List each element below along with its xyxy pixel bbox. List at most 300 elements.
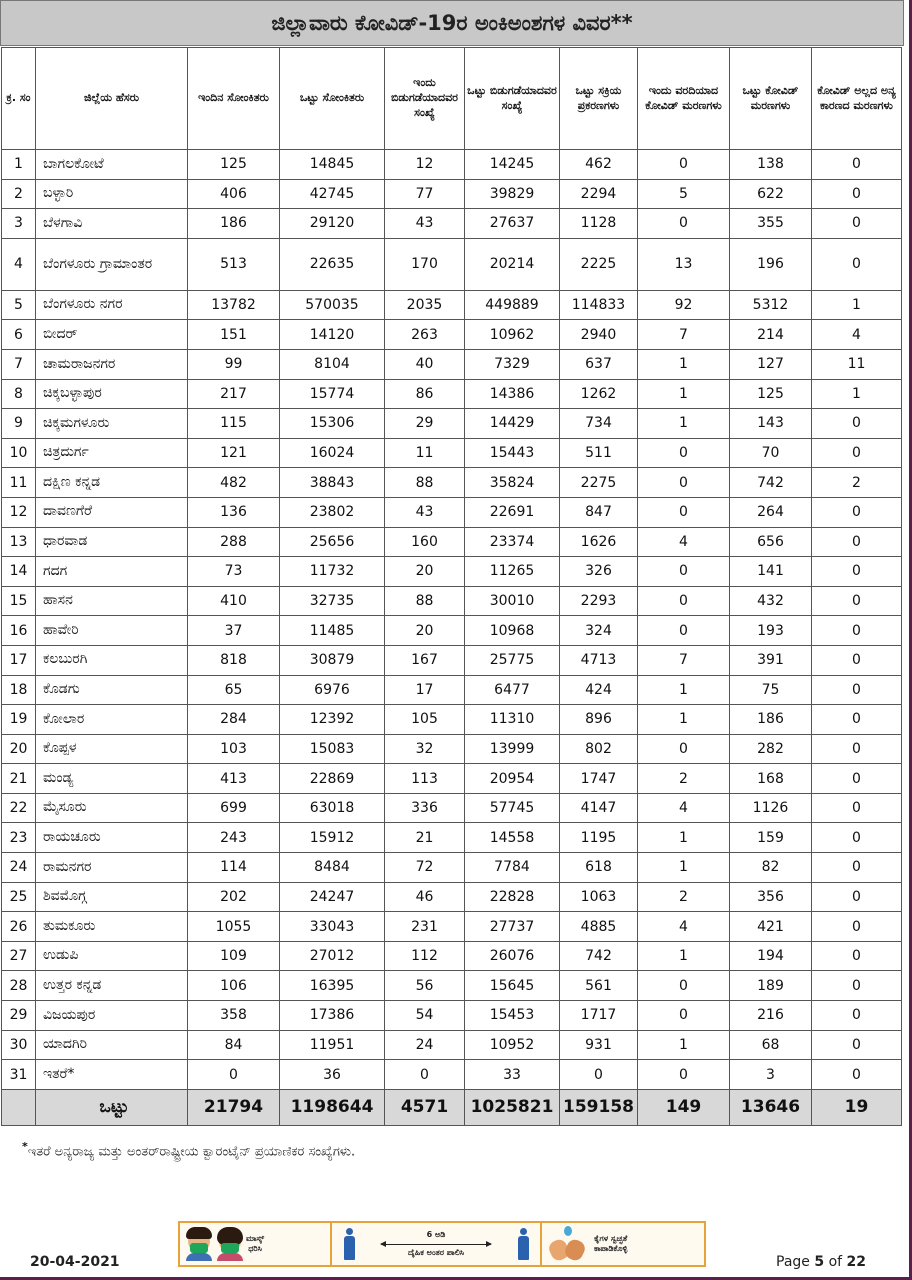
value-cell: 13 — [638, 238, 730, 290]
value-cell: 16395 — [280, 971, 385, 1001]
value-cell: 33 — [465, 1060, 560, 1090]
value-cell: 0 — [188, 1060, 280, 1090]
value-cell: 8104 — [280, 349, 385, 379]
serial-cell: 30 — [2, 1030, 36, 1060]
value-cell: 1 — [638, 941, 730, 971]
value-cell: 0 — [812, 705, 902, 735]
value-cell: 15912 — [280, 823, 385, 853]
table-row — [2, 438, 902, 468]
value-cell: 65 — [188, 675, 280, 705]
value-cell: 3 — [730, 1060, 812, 1090]
serial-cell: 4 — [2, 238, 36, 290]
table-row — [2, 793, 902, 823]
value-cell: 1195 — [560, 823, 638, 853]
value-cell: 170 — [385, 238, 465, 290]
footnote-mark: * — [22, 1140, 28, 1153]
serial-cell: 19 — [2, 705, 36, 735]
value-cell: 22691 — [465, 497, 560, 527]
value-cell: 0 — [638, 971, 730, 1001]
value-cell: 196 — [730, 238, 812, 290]
serial-cell: 24 — [2, 853, 36, 883]
value-cell: 0 — [638, 734, 730, 764]
value-cell: 0 — [638, 209, 730, 239]
value-cell: 1 — [638, 853, 730, 883]
table-row — [2, 734, 902, 764]
value-cell: 0 — [812, 179, 902, 209]
header-cell: ಜಿಲ್ಲೆಯ ಹೆಸರು — [36, 48, 188, 150]
value-cell: 1055 — [188, 912, 280, 942]
value-cell: 36 — [280, 1060, 385, 1090]
district-name-cell: ಮಂಡ್ಯ — [36, 764, 188, 794]
table-row — [2, 468, 902, 498]
value-cell: 1 — [812, 379, 902, 409]
person-left-icon — [342, 1228, 356, 1260]
value-cell: 336 — [385, 793, 465, 823]
masked-man-icon — [184, 1227, 212, 1261]
value-cell: 43 — [385, 209, 465, 239]
value-cell: 27737 — [465, 912, 560, 942]
district-name-cell: ರಾಯಚೂರು — [36, 823, 188, 853]
value-cell: 14245 — [465, 150, 560, 180]
district-name-cell: ಕೋಲಾರ — [36, 705, 188, 735]
value-cell: 186 — [730, 705, 812, 735]
value-cell: 462 — [560, 150, 638, 180]
table-row — [2, 290, 902, 320]
value-cell: 30879 — [280, 645, 385, 675]
value-cell: 27637 — [465, 209, 560, 239]
serial-cell: 11 — [2, 468, 36, 498]
value-cell: 0 — [812, 616, 902, 646]
value-cell: 4147 — [560, 793, 638, 823]
value-cell: 4 — [812, 320, 902, 350]
district-name-cell: ಚಿಕ್ಕಮಗಳೂರು — [36, 409, 188, 439]
value-cell: 282 — [730, 734, 812, 764]
value-cell: 127 — [730, 349, 812, 379]
report-date: 20-04-2021 — [30, 1254, 120, 1270]
value-cell: 112 — [385, 941, 465, 971]
total-row — [2, 1089, 902, 1125]
value-cell: 0 — [812, 438, 902, 468]
value-cell: 29120 — [280, 209, 385, 239]
table-row — [2, 497, 902, 527]
serial-cell: 1 — [2, 150, 36, 180]
value-cell: 125 — [730, 379, 812, 409]
page-title: ಜಿಲ್ಲಾವಾರು ಕೋವಿಡ್-19ರ ಅಂಕಿಅಂಶಗಳ ವಿವರ** — [0, 0, 904, 46]
serial-cell: 16 — [2, 616, 36, 646]
value-cell: 40 — [385, 349, 465, 379]
value-cell: 217 — [188, 379, 280, 409]
value-cell: 22828 — [465, 882, 560, 912]
value-cell: 21 — [385, 823, 465, 853]
value-cell: 0 — [812, 971, 902, 1001]
person-right-icon — [516, 1228, 530, 1260]
value-cell: 0 — [812, 1030, 902, 1060]
value-cell: 656 — [730, 527, 812, 557]
value-cell: 618 — [560, 853, 638, 883]
value-cell: 38843 — [280, 468, 385, 498]
value-cell: 0 — [812, 941, 902, 971]
value-cell: 37 — [188, 616, 280, 646]
value-cell: 406 — [188, 179, 280, 209]
value-cell: 15443 — [465, 438, 560, 468]
value-cell: 14558 — [465, 823, 560, 853]
district-name-cell: ವಿಜಯಪುರ — [36, 1001, 188, 1031]
hand-hygiene-segment — [542, 1223, 704, 1265]
serial-cell: 3 — [2, 209, 36, 239]
value-cell: 2293 — [560, 586, 638, 616]
value-cell: 1128 — [560, 209, 638, 239]
header-cell: ಒಟ್ಟು ಕೋವಿಡ್ ಮರಣಗಳು — [730, 48, 812, 150]
table-row — [2, 823, 902, 853]
total-cell: 159158 — [560, 1089, 638, 1125]
value-cell: 22869 — [280, 764, 385, 794]
value-cell: 0 — [638, 468, 730, 498]
district-name-cell: ಬಳ್ಳಾರಿ — [36, 179, 188, 209]
table-row — [2, 557, 902, 587]
value-cell: 570035 — [280, 290, 385, 320]
value-cell: 11732 — [280, 557, 385, 587]
value-cell: 7 — [638, 320, 730, 350]
value-cell: 0 — [812, 675, 902, 705]
value-cell: 2035 — [385, 290, 465, 320]
table-row — [2, 379, 902, 409]
value-cell: 421 — [730, 912, 812, 942]
table-row — [2, 705, 902, 735]
mask-segment — [180, 1223, 332, 1265]
value-cell: 1063 — [560, 882, 638, 912]
table-row — [2, 179, 902, 209]
value-cell: 186 — [188, 209, 280, 239]
table-row — [2, 941, 902, 971]
table-body — [2, 150, 902, 1126]
district-name-cell: ತುಮಕೂರು — [36, 912, 188, 942]
value-cell: 23374 — [465, 527, 560, 557]
value-cell: 0 — [812, 882, 902, 912]
serial-cell: 9 — [2, 409, 36, 439]
header-cell: ಒಟ್ಟು ಬಿಡುಗಡೆಯಾದವರ ಸಂಖ್ಯೆ — [465, 48, 560, 150]
total-cell: 1198644 — [280, 1089, 385, 1125]
value-cell: 1717 — [560, 1001, 638, 1031]
table-row — [2, 882, 902, 912]
total-cell: 19 — [812, 1089, 902, 1125]
value-cell: 6976 — [280, 675, 385, 705]
value-cell: 88 — [385, 468, 465, 498]
value-cell: 14845 — [280, 150, 385, 180]
value-cell: 82 — [730, 853, 812, 883]
page-number: Page 5 of 22 — [776, 1254, 866, 1270]
header-cell: ಒಟ್ಟು ಸಕ್ರಿಯ ಪ್ರಕರಣಗಳು — [560, 48, 638, 150]
value-cell: 1626 — [560, 527, 638, 557]
value-cell: 12392 — [280, 705, 385, 735]
table-row — [2, 616, 902, 646]
value-cell: 1 — [638, 379, 730, 409]
value-cell: 43 — [385, 497, 465, 527]
value-cell: 2294 — [560, 179, 638, 209]
table-row — [2, 349, 902, 379]
value-cell: 1747 — [560, 764, 638, 794]
serial-cell: 14 — [2, 557, 36, 587]
value-cell: 22635 — [280, 238, 385, 290]
value-cell: 54 — [385, 1001, 465, 1031]
value-cell: 14120 — [280, 320, 385, 350]
header-cell: ಕ್ರ. ಸಂ — [2, 48, 36, 150]
table-row — [2, 150, 902, 180]
table-row — [2, 209, 902, 239]
value-cell: 847 — [560, 497, 638, 527]
district-name-cell: ಧಾರವಾಡ — [36, 527, 188, 557]
value-cell: 136 — [188, 497, 280, 527]
value-cell: 0 — [812, 764, 902, 794]
district-name-cell: ಕೊಡಗು — [36, 675, 188, 705]
district-name-cell: ಕಲಬುರಗಿ — [36, 645, 188, 675]
value-cell: 2225 — [560, 238, 638, 290]
value-cell: 513 — [188, 238, 280, 290]
value-cell: 4 — [638, 912, 730, 942]
value-cell: 1 — [638, 823, 730, 853]
table-row — [2, 853, 902, 883]
district-name-cell: ಬೀದರ್ — [36, 320, 188, 350]
value-cell: 742 — [730, 468, 812, 498]
table-row — [2, 645, 902, 675]
value-cell: 121 — [188, 438, 280, 468]
district-name-cell: ಬೆಳಗಾವಿ — [36, 209, 188, 239]
total-blank-cell — [2, 1089, 36, 1125]
value-cell: 10962 — [465, 320, 560, 350]
value-cell: 10952 — [465, 1030, 560, 1060]
value-cell: 32 — [385, 734, 465, 764]
value-cell: 168 — [730, 764, 812, 794]
value-cell: 0 — [812, 853, 902, 883]
value-cell: 410 — [188, 586, 280, 616]
serial-cell: 22 — [2, 793, 36, 823]
value-cell: 0 — [638, 616, 730, 646]
district-name-cell: ಗದಗ — [36, 557, 188, 587]
value-cell: 15083 — [280, 734, 385, 764]
table-header-row — [2, 48, 902, 150]
value-cell: 11265 — [465, 557, 560, 587]
value-cell: 449889 — [465, 290, 560, 320]
value-cell: 637 — [560, 349, 638, 379]
district-name-cell: ಹಾವೇರಿ — [36, 616, 188, 646]
table-row — [2, 675, 902, 705]
value-cell: 0 — [638, 1001, 730, 1031]
value-cell: 15645 — [465, 971, 560, 1001]
value-cell: 931 — [560, 1030, 638, 1060]
value-cell: 46 — [385, 882, 465, 912]
value-cell: 14429 — [465, 409, 560, 439]
value-cell: 391 — [730, 645, 812, 675]
footnote-text: ಇತರೆ ಅನ್ಯರಾಜ್ಯ ಮತ್ತು ಅಂತರ್‌ರಾಷ್ಟ್ರೀಯ ಕ್ವಾರಂಟೈನ್ ಪ್ರಯಾಣಿಕರ ಸಂಖ್ಯೆಗಳು. — [27, 1144, 356, 1160]
table-row — [2, 238, 902, 290]
value-cell: 0 — [812, 209, 902, 239]
value-cell: 35824 — [465, 468, 560, 498]
district-name-cell: ಬೆಂಗಳೂರು ಗ್ರಾಮಾಂತರ — [36, 238, 188, 290]
distance-indicator: 6 ಅಡಿ ದೈಹಿಕ ಅಂತರ ಪಾಲಿಸಿ — [376, 1230, 496, 1258]
value-cell: 2 — [812, 468, 902, 498]
serial-cell: 18 — [2, 675, 36, 705]
district-name-cell: ಚಾಮರಾಜನಗರ — [36, 349, 188, 379]
value-cell: 159 — [730, 823, 812, 853]
value-cell: 63018 — [280, 793, 385, 823]
value-cell: 24247 — [280, 882, 385, 912]
value-cell: 8484 — [280, 853, 385, 883]
value-cell: 20 — [385, 557, 465, 587]
value-cell: 141 — [730, 557, 812, 587]
header-cell: ಒಟ್ಟು ಸೋಂಕಿತರು — [280, 48, 385, 150]
value-cell: 1126 — [730, 793, 812, 823]
serial-cell: 6 — [2, 320, 36, 350]
value-cell: 0 — [812, 912, 902, 942]
value-cell: 115 — [188, 409, 280, 439]
serial-cell: 29 — [2, 1001, 36, 1031]
value-cell: 27012 — [280, 941, 385, 971]
value-cell: 24 — [385, 1030, 465, 1060]
value-cell: 0 — [638, 557, 730, 587]
value-cell: 25656 — [280, 527, 385, 557]
value-cell: 106 — [188, 971, 280, 1001]
value-cell: 231 — [385, 912, 465, 942]
value-cell: 284 — [188, 705, 280, 735]
district-name-cell: ಬೆಂಗಳೂರು ನಗರ — [36, 290, 188, 320]
serial-cell: 23 — [2, 823, 36, 853]
value-cell: 20 — [385, 616, 465, 646]
serial-cell: 5 — [2, 290, 36, 320]
serial-cell: 12 — [2, 497, 36, 527]
value-cell: 193 — [730, 616, 812, 646]
value-cell: 56 — [385, 971, 465, 1001]
table-row — [2, 409, 902, 439]
value-cell: 0 — [812, 586, 902, 616]
value-cell: 13999 — [465, 734, 560, 764]
value-cell: 189 — [730, 971, 812, 1001]
value-cell: 15774 — [280, 379, 385, 409]
value-cell: 10968 — [465, 616, 560, 646]
district-name-cell: ಉತ್ತರ ಕನ್ನಡ — [36, 971, 188, 1001]
value-cell: 114833 — [560, 290, 638, 320]
value-cell: 288 — [188, 527, 280, 557]
total-cell: 149 — [638, 1089, 730, 1125]
value-cell: 7329 — [465, 349, 560, 379]
value-cell: 0 — [812, 645, 902, 675]
value-cell: 30010 — [465, 586, 560, 616]
value-cell: 7784 — [465, 853, 560, 883]
value-cell: 109 — [188, 941, 280, 971]
value-cell: 4 — [638, 793, 730, 823]
value-cell: 0 — [638, 1060, 730, 1090]
value-cell: 92 — [638, 290, 730, 320]
value-cell: 0 — [638, 150, 730, 180]
table-row — [2, 1060, 902, 1090]
value-cell: 15453 — [465, 1001, 560, 1031]
value-cell: 29 — [385, 409, 465, 439]
total-label: ಒಟ್ಟು — [36, 1089, 188, 1125]
value-cell: 11 — [385, 438, 465, 468]
table-row — [2, 527, 902, 557]
value-cell: 125 — [188, 150, 280, 180]
value-cell: 482 — [188, 468, 280, 498]
value-cell: 413 — [188, 764, 280, 794]
value-cell: 33043 — [280, 912, 385, 942]
value-cell: 105 — [385, 705, 465, 735]
value-cell: 17386 — [280, 1001, 385, 1031]
footnote — [22, 1140, 355, 1159]
value-cell: 103 — [188, 734, 280, 764]
washing-hands-icon — [548, 1226, 588, 1262]
value-cell: 1 — [638, 349, 730, 379]
table-row — [2, 320, 902, 350]
value-cell: 138 — [730, 150, 812, 180]
value-cell: 4 — [638, 527, 730, 557]
value-cell: 151 — [188, 320, 280, 350]
value-cell: 5312 — [730, 290, 812, 320]
serial-cell: 20 — [2, 734, 36, 764]
value-cell: 72 — [385, 853, 465, 883]
district-name-cell: ಇತರೆ* — [36, 1060, 188, 1090]
serial-cell: 27 — [2, 941, 36, 971]
value-cell: 11 — [812, 349, 902, 379]
value-cell: 0 — [812, 557, 902, 587]
serial-cell: 13 — [2, 527, 36, 557]
value-cell: 1262 — [560, 379, 638, 409]
value-cell: 7 — [638, 645, 730, 675]
value-cell: 0 — [385, 1060, 465, 1090]
value-cell: 699 — [188, 793, 280, 823]
value-cell: 4885 — [560, 912, 638, 942]
value-cell: 167 — [385, 645, 465, 675]
value-cell: 2 — [638, 882, 730, 912]
district-name-cell: ಬಾಗಲಕೋಟೆ — [36, 150, 188, 180]
value-cell: 742 — [560, 941, 638, 971]
serial-cell: 17 — [2, 645, 36, 675]
total-cell: 21794 — [188, 1089, 280, 1125]
distance-segment — [332, 1223, 542, 1265]
value-cell: 57745 — [465, 793, 560, 823]
value-cell: 1 — [638, 409, 730, 439]
value-cell: 802 — [560, 734, 638, 764]
value-cell: 0 — [638, 497, 730, 527]
value-cell: 2940 — [560, 320, 638, 350]
covid-district-table — [1, 47, 902, 1126]
value-cell: 0 — [812, 823, 902, 853]
value-cell: 1 — [638, 675, 730, 705]
value-cell: 1 — [812, 290, 902, 320]
mask-text: ಮಾಸ್ಕ್ ಧರಿಸಿ — [246, 1233, 265, 1253]
value-cell: 0 — [638, 438, 730, 468]
value-cell: 13782 — [188, 290, 280, 320]
value-cell: 0 — [560, 1060, 638, 1090]
district-name-cell: ದಾವಣಗೆರೆ — [36, 497, 188, 527]
value-cell: 263 — [385, 320, 465, 350]
value-cell: 896 — [560, 705, 638, 735]
value-cell: 11310 — [465, 705, 560, 735]
value-cell: 32735 — [280, 586, 385, 616]
value-cell: 561 — [560, 971, 638, 1001]
value-cell: 0 — [812, 1001, 902, 1031]
value-cell: 73 — [188, 557, 280, 587]
value-cell: 216 — [730, 1001, 812, 1031]
district-name-cell: ಯಾದಗಿರಿ — [36, 1030, 188, 1060]
serial-cell: 31 — [2, 1060, 36, 1090]
value-cell: 511 — [560, 438, 638, 468]
table-row — [2, 1001, 902, 1031]
serial-cell: 7 — [2, 349, 36, 379]
district-name-cell: ಶಿವಮೊಗ್ಗ — [36, 882, 188, 912]
value-cell: 16024 — [280, 438, 385, 468]
table-row — [2, 586, 902, 616]
value-cell: 23802 — [280, 497, 385, 527]
table-row — [2, 1030, 902, 1060]
header-cell: ಇಂದಿನ ಸೋಂಕಿತರು — [188, 48, 280, 150]
